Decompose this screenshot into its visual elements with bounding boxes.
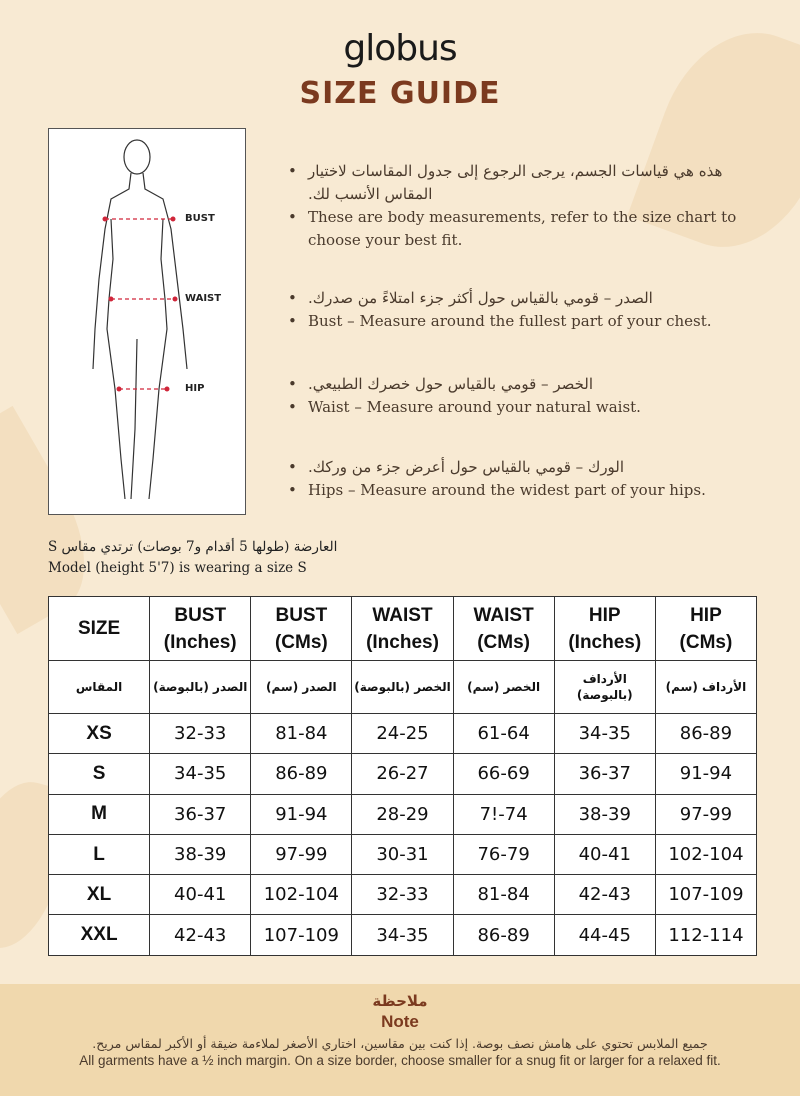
measurement-cell: 91-94 [251, 794, 352, 834]
size-cell: XXL [49, 915, 150, 955]
table-row [49, 834, 757, 874]
column-header [352, 597, 453, 661]
hip-bullets [288, 456, 758, 502]
column-header-ar: الأرداف (بالبوصة) [554, 661, 655, 714]
column-header-ar: الصدر (بالبوصة) [150, 661, 251, 714]
measurement-cell: 86-89 [655, 714, 756, 754]
column-header-line: (CMs) [274, 631, 328, 653]
column-header-line: WAIST [372, 604, 433, 626]
measurement-cell: 26-27 [352, 754, 453, 794]
measurement-cell: 34-35 [352, 915, 453, 955]
measurement-cell: 102-104 [655, 834, 756, 874]
measurement-cell: 61-64 [453, 714, 554, 754]
bust-bullets [288, 287, 758, 333]
column-header-line: (Inches) [163, 631, 237, 653]
column-header-line: HIP [588, 604, 621, 626]
column-header-ar: الصدر (سم) [251, 661, 352, 714]
measurement-cell: 91-94 [655, 754, 756, 794]
size-chart-table [48, 596, 757, 956]
measurement-cell: 107-109 [251, 915, 352, 955]
measurement-cell: 97-99 [251, 834, 352, 874]
bust-label: BUST [185, 213, 215, 224]
measurement-cell: 44-45 [554, 915, 655, 955]
table-row [49, 794, 757, 834]
column-header-line: BUST [174, 604, 227, 626]
measurement-cell: 40-41 [554, 834, 655, 874]
page-title: SIZE GUIDE [299, 76, 501, 111]
measurement-cell: 7!-74 [453, 794, 554, 834]
measurement-cell: 36-37 [554, 754, 655, 794]
note-text-ar: جميع الملابس تحتوي على هامش نصف بوصة. إذا كنت بين مقاسين، اختاري الأصغر لملاءمة ضيقة أو الأكبر لمقاس مريح. [92, 1036, 708, 1051]
bullet-en: • Hips – Measure around the widest part of your hips. [288, 479, 758, 502]
table-row [49, 875, 757, 915]
size-cell: S [49, 754, 150, 794]
column-header-ar: الخصر (بالبوصة) [352, 661, 453, 714]
size-cell: M [49, 794, 150, 834]
measurement-cell: 38-39 [150, 834, 251, 874]
measurement-cell: 36-37 [150, 794, 251, 834]
table-row [49, 714, 757, 754]
measurement-cell: 38-39 [554, 794, 655, 834]
measurement-cell: 102-104 [251, 875, 352, 915]
body-measurement-figure [48, 128, 246, 515]
brand-logo: globus [343, 28, 457, 69]
column-header [150, 597, 251, 661]
measurement-cell: 24-25 [352, 714, 453, 754]
waist-label: WAIST [185, 293, 222, 304]
table-row [49, 754, 757, 794]
measurement-cell: 32-33 [150, 714, 251, 754]
measurement-cell: 30-31 [352, 834, 453, 874]
measurement-cell: 40-41 [150, 875, 251, 915]
bullet-en: • Bust – Measure around the fullest part of your chest. [288, 310, 758, 333]
hip-label: HIP [185, 383, 205, 394]
measurement-cell: 76-79 [453, 834, 554, 874]
column-header-line: (CMs) [477, 631, 531, 653]
column-header [453, 597, 554, 661]
bullet-ar: • الورك – قومي بالقياس حول أعرض جزء من وركك. [288, 456, 758, 479]
body-silhouette-icon [49, 129, 247, 516]
measurement-cell: 32-33 [352, 875, 453, 915]
column-header-line: WAIST [473, 604, 534, 626]
model-info [48, 537, 337, 579]
waist-bullets [288, 373, 758, 419]
column-header-line: (Inches) [568, 631, 642, 653]
measurement-cell: 81-84 [251, 714, 352, 754]
measurement-cell: 112-114 [655, 915, 756, 955]
measurement-cell: 42-43 [150, 915, 251, 955]
column-header-line: BUST [275, 604, 328, 626]
column-header-line: (Inches) [366, 631, 439, 653]
note-title-ar: ملاحظة [372, 992, 428, 1010]
column-header [655, 597, 756, 661]
size-cell: XS [49, 714, 150, 754]
note-title-en: Note [381, 1012, 419, 1031]
size-cell: XL [49, 875, 150, 915]
bullet-en: • These are body measurements, refer to the size chart to choose your best fit. [288, 206, 758, 252]
column-header [554, 597, 655, 661]
column-header-line: SIZE [77, 618, 121, 639]
bullet-ar: • الخصر – قومي بالقياس حول خصرك الطبيعي. [288, 373, 758, 396]
measurement-cell: 107-109 [655, 875, 756, 915]
bullet-ar: • هذه هي قياسات الجسم، يرجى الرجوع إلى جدول المقاسات لاختيار المقاس الأنسب لك. [288, 160, 758, 206]
measurement-cell: 97-99 [655, 794, 756, 834]
measurement-cell: 34-35 [150, 754, 251, 794]
model-info-en: Model (height 5'7) is wearing a size S [48, 560, 307, 576]
column-header-line: (CMs) [679, 631, 733, 653]
size-cell: L [49, 834, 150, 874]
column-header [49, 597, 150, 661]
measurement-cell: 86-89 [251, 754, 352, 794]
model-info-ar: العارضة (طولها 5 أقدام و7 بوصات) ترتدي مقاس S [48, 539, 338, 555]
column-header-ar: المقاس [49, 661, 150, 714]
column-header-ar: الخصر (سم) [453, 661, 554, 714]
bullet-ar: • الصدر – قومي بالقياس حول أكثر جزء امتلاءً من صدرك. [288, 287, 758, 310]
column-header-ar: الأرداف (سم) [655, 661, 756, 714]
measurement-cell: 81-84 [453, 875, 554, 915]
column-header [251, 597, 352, 661]
measurement-cell: 42-43 [554, 875, 655, 915]
note-text-en: All garments have a ½ inch margin. On a size border, choose smaller for a snug fit or larger for a relaxed fit. [79, 1053, 721, 1068]
intro-bullets [288, 160, 758, 252]
measurement-cell: 86-89 [453, 915, 554, 955]
column-header-line: HIP [690, 604, 722, 626]
table-row [49, 915, 757, 955]
note-section [0, 984, 800, 1096]
measurement-cell: 28-29 [352, 794, 453, 834]
measurement-cell: 66-69 [453, 754, 554, 794]
measurement-cell: 34-35 [554, 714, 655, 754]
bullet-en: • Waist – Measure around your natural waist. [288, 396, 758, 419]
